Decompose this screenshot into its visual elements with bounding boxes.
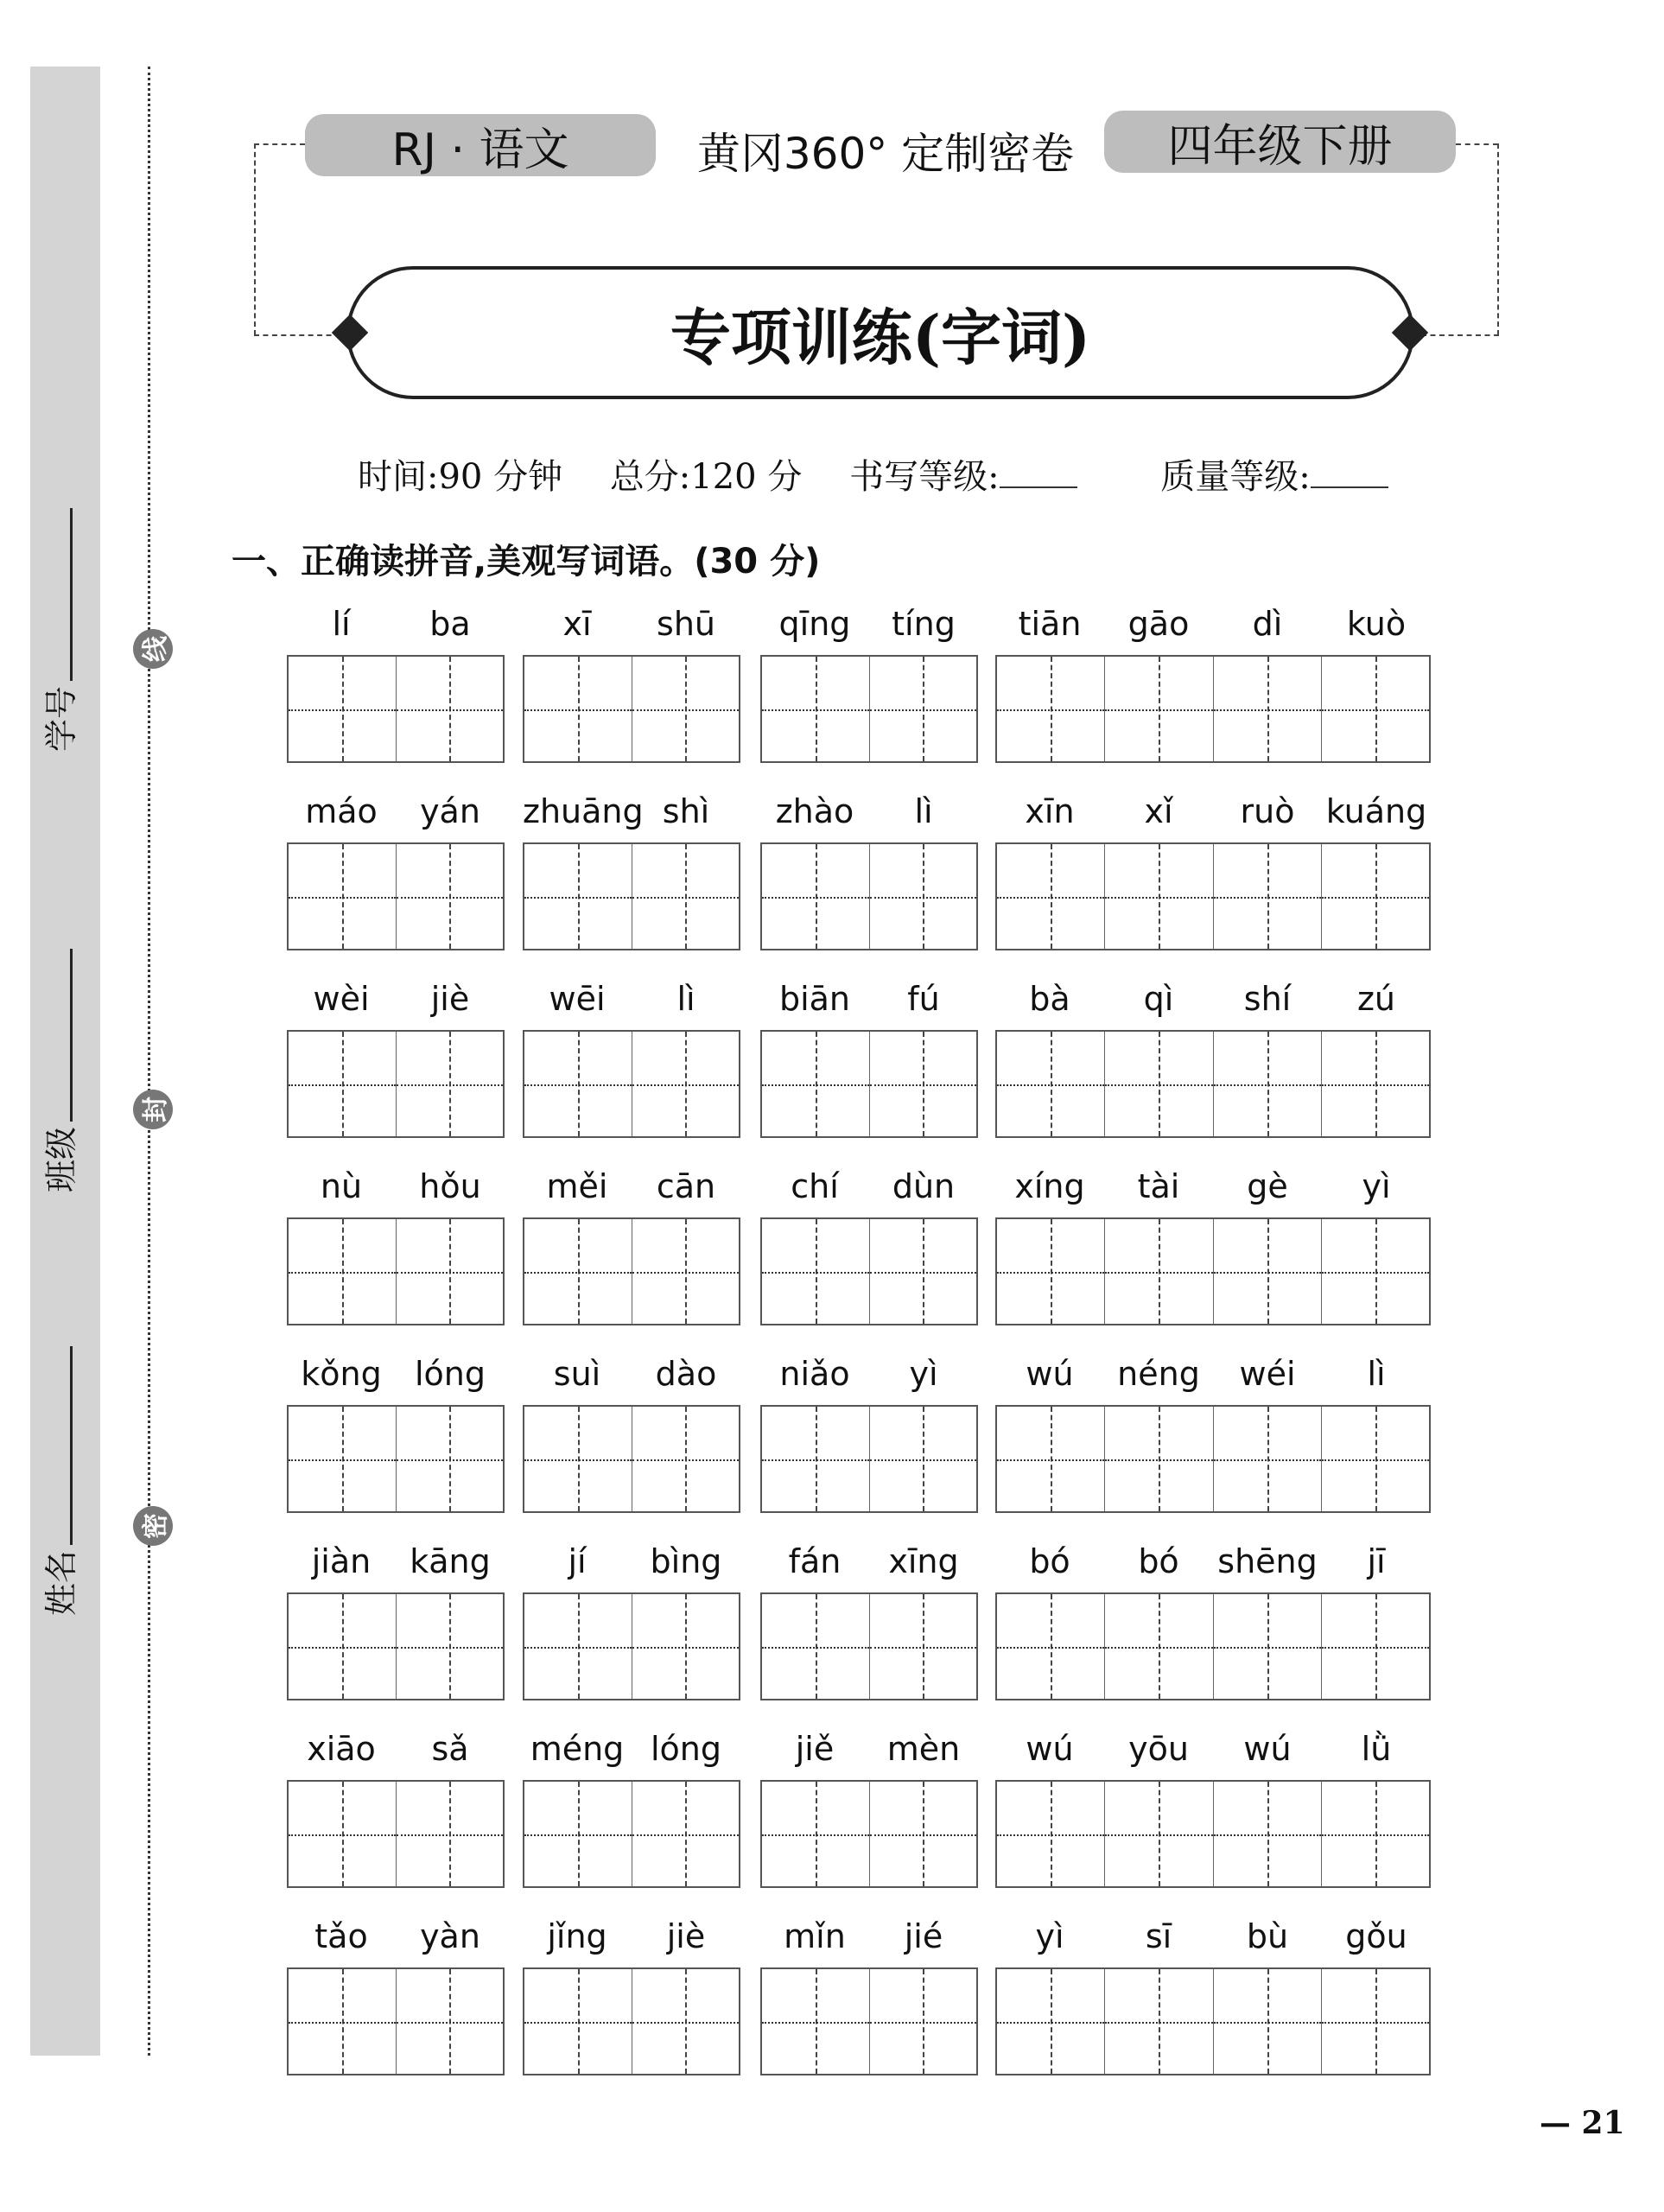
pinyin-label: xīng	[888, 1542, 959, 1580]
student-id-line[interactable]	[44, 508, 73, 681]
character-cell[interactable]	[997, 1219, 1105, 1324]
bracket-line	[1456, 143, 1498, 145]
pinyin-label: lì	[914, 792, 933, 830]
character-cell[interactable]	[1322, 1594, 1429, 1699]
pinyin-label: jí	[568, 1542, 587, 1580]
pinyin-label: gāo	[1127, 605, 1190, 643]
character-cell[interactable]	[397, 1782, 504, 1886]
section-heading: 一、正确读拼音,美观写词语。(30 分)	[232, 542, 821, 582]
name-label: 姓名	[42, 1549, 80, 1616]
page-title: 专项训练(字词)	[346, 266, 1414, 399]
character-cell[interactable]	[397, 1407, 504, 1511]
word-box	[995, 1592, 1431, 1700]
character-cell[interactable]	[870, 1032, 977, 1136]
student-id-field[interactable]	[35, 508, 82, 752]
writing-grade	[849, 457, 1113, 497]
character-cell[interactable]	[632, 1594, 740, 1699]
character-cell[interactable]	[870, 1407, 977, 1511]
pinyin-label: xiāo	[307, 1730, 376, 1768]
pinyin-label: jiè	[666, 1917, 706, 1955]
word-box	[523, 1592, 740, 1700]
character-cell[interactable]	[1322, 1032, 1429, 1136]
character-cell[interactable]	[289, 657, 397, 761]
word-box	[523, 1217, 740, 1325]
character-cell[interactable]	[762, 1594, 870, 1699]
pinyin-label: gè	[1247, 1167, 1288, 1205]
character-cell[interactable]	[762, 844, 870, 949]
pinyin-label: měi	[546, 1167, 608, 1205]
pinyin-label: suì	[553, 1355, 601, 1393]
pinyin-label: jī	[1367, 1542, 1386, 1580]
pinyin-label: dì	[1252, 605, 1283, 643]
word-box	[523, 1405, 740, 1513]
word-box	[995, 1967, 1431, 2075]
word-box	[287, 1592, 505, 1700]
character-cell[interactable]	[997, 657, 1105, 761]
pinyin-label: wèi	[313, 980, 370, 1018]
character-cell[interactable]	[1214, 1969, 1322, 2074]
pinyin-label: shēng	[1217, 1542, 1318, 1580]
character-cell[interactable]	[870, 1782, 977, 1886]
pinyin-label: chí	[791, 1167, 839, 1205]
character-cell[interactable]	[289, 1032, 397, 1136]
character-cell[interactable]	[397, 1969, 504, 2074]
brand-title: 黄冈360° 定制密卷	[696, 129, 1075, 179]
pinyin-label: tài	[1137, 1167, 1180, 1205]
pinyin-label: lǜ	[1361, 1730, 1392, 1768]
character-cell[interactable]	[997, 1969, 1105, 2074]
character-cell[interactable]	[1322, 657, 1429, 761]
word-box	[760, 1405, 978, 1513]
pinyin-label: fán	[788, 1542, 842, 1580]
pinyin-label: mǐn	[784, 1917, 846, 1955]
pinyin-label: gǒu	[1345, 1917, 1407, 1955]
pinyin-label: lóng	[650, 1730, 721, 1768]
pinyin-label: lì	[1367, 1355, 1386, 1393]
subject-badge: RJ · 语文	[305, 114, 656, 176]
pinyin-label: máo	[305, 792, 378, 830]
pinyin-label: xīn	[1025, 792, 1075, 830]
bracket-line	[254, 143, 256, 335]
pinyin-label: shí	[1243, 980, 1292, 1018]
score-info: 总分:120 分	[609, 457, 803, 497]
word-box	[760, 655, 978, 763]
pinyin-label: kuáng	[1325, 792, 1427, 830]
pinyin-label: ba	[429, 605, 471, 643]
character-cell[interactable]	[397, 657, 504, 761]
word-box	[287, 1030, 505, 1138]
character-cell[interactable]	[524, 1969, 632, 2074]
character-cell[interactable]	[1105, 1219, 1213, 1324]
quality-grade-label: 质量等级:	[1160, 457, 1311, 497]
pinyin-label: sī	[1145, 1917, 1172, 1955]
pinyin-label: yán	[420, 792, 480, 830]
pinyin-label: kuò	[1346, 605, 1407, 643]
character-cell[interactable]	[1105, 1969, 1213, 2074]
character-cell[interactable]	[632, 1219, 740, 1324]
word-box	[523, 1967, 740, 2075]
pinyin-label: niǎo	[779, 1355, 850, 1393]
character-cell[interactable]	[1105, 1782, 1213, 1886]
character-cell[interactable]	[997, 1782, 1105, 1886]
pinyin-label: xǐ	[1144, 792, 1173, 830]
character-cell[interactable]	[524, 1782, 632, 1886]
name-line[interactable]	[44, 1346, 73, 1545]
character-cell[interactable]	[524, 657, 632, 761]
character-cell[interactable]	[1105, 1407, 1213, 1511]
character-cell[interactable]	[289, 844, 397, 949]
pinyin-label: bó	[1138, 1542, 1179, 1580]
character-cell[interactable]	[870, 1969, 977, 2074]
character-cell[interactable]	[632, 1782, 740, 1886]
character-cell[interactable]	[524, 1219, 632, 1324]
grade-badge: 四年级下册	[1104, 111, 1456, 173]
word-box	[287, 655, 505, 763]
character-cell[interactable]	[632, 1032, 740, 1136]
pinyin-label: wēi	[549, 980, 606, 1018]
word-box	[287, 842, 505, 950]
writing-grade-blank[interactable]	[1000, 486, 1077, 488]
pinyin-label: mèn	[886, 1730, 961, 1768]
character-cell[interactable]	[1322, 1969, 1429, 2074]
word-box	[760, 1967, 978, 2075]
character-cell[interactable]	[289, 1594, 397, 1699]
pinyin-label: jǐng	[547, 1917, 607, 1955]
word-box	[995, 1030, 1431, 1138]
pinyin-label: bó	[1029, 1542, 1070, 1580]
pinyin-label: zhào	[775, 792, 854, 830]
character-cell[interactable]	[997, 844, 1105, 949]
character-cell[interactable]	[1214, 657, 1322, 761]
pinyin-label: xī	[562, 605, 592, 643]
character-cell[interactable]	[632, 844, 740, 949]
character-cell[interactable]	[632, 1969, 740, 2074]
seal-xian: 线	[133, 629, 173, 669]
pinyin-label: zhuāng	[523, 792, 644, 830]
pinyin-label: jiàn	[311, 1542, 372, 1580]
word-box	[760, 1217, 978, 1325]
bracket-line	[254, 334, 340, 336]
word-box	[287, 1405, 505, 1513]
pinyin-label: sǎ	[431, 1730, 469, 1768]
character-cell[interactable]	[524, 1594, 632, 1699]
word-box	[995, 842, 1431, 950]
word-box	[995, 1217, 1431, 1325]
character-cell[interactable]	[397, 1032, 504, 1136]
pinyin-label: tiān	[1018, 605, 1082, 643]
character-cell[interactable]	[1322, 1782, 1429, 1886]
word-box	[760, 1030, 978, 1138]
pinyin-label: hǒu	[419, 1167, 481, 1205]
page-number: — 21	[1540, 2105, 1625, 2141]
character-cell[interactable]	[524, 1407, 632, 1511]
pinyin-label: kāng	[410, 1542, 491, 1580]
character-cell[interactable]	[1214, 1594, 1322, 1699]
character-cell[interactable]	[1105, 657, 1213, 761]
pinyin-label: tíng	[892, 605, 956, 643]
pinyin-label: xíng	[1014, 1167, 1085, 1205]
character-cell[interactable]	[397, 844, 504, 949]
pinyin-label: qì	[1143, 980, 1174, 1018]
word-box	[760, 842, 978, 950]
word-box	[995, 1780, 1431, 1888]
pinyin-label: jié	[904, 1917, 943, 1955]
character-cell[interactable]	[632, 1407, 740, 1511]
pinyin-label: méng	[530, 1730, 625, 1768]
word-box	[523, 655, 740, 763]
pinyin-label: wéi	[1239, 1355, 1296, 1393]
character-cell[interactable]	[1322, 1219, 1429, 1324]
character-cell[interactable]	[997, 1032, 1105, 1136]
exam-info	[358, 449, 1461, 499]
word-box	[287, 1967, 505, 2075]
pinyin-label: yōu	[1128, 1730, 1189, 1768]
pinyin-label: yì	[1362, 1167, 1391, 1205]
pinyin-label: tǎo	[314, 1917, 368, 1955]
character-cell[interactable]	[762, 1969, 870, 2074]
pinyin-label: wú	[1026, 1355, 1074, 1393]
word-box	[760, 1592, 978, 1700]
pinyin-label: yì	[909, 1355, 938, 1393]
pinyin-label: lóng	[414, 1355, 486, 1393]
student-id-label: 学号	[42, 685, 80, 752]
quality-grade-blank[interactable]	[1311, 486, 1388, 488]
seal-feng: 封	[133, 1090, 173, 1129]
word-box	[523, 1780, 740, 1888]
pinyin-label: jiě	[795, 1730, 835, 1768]
character-cell[interactable]	[1214, 1032, 1322, 1136]
quality-grade	[1160, 457, 1424, 497]
character-cell[interactable]	[870, 1594, 977, 1699]
bracket-line	[1421, 334, 1499, 336]
character-cell[interactable]	[289, 1969, 397, 2074]
pinyin-label: bù	[1246, 1917, 1289, 1955]
pinyin-label: wú	[1243, 1730, 1292, 1768]
character-cell[interactable]	[1214, 844, 1322, 949]
pinyin-label: nù	[320, 1167, 363, 1205]
character-cell[interactable]	[762, 657, 870, 761]
character-cell[interactable]	[870, 657, 977, 761]
character-cell[interactable]	[870, 844, 977, 949]
character-cell[interactable]	[1105, 1594, 1213, 1699]
pinyin-label: bìng	[650, 1542, 722, 1580]
character-cell[interactable]	[289, 1782, 397, 1886]
pinyin-label: fú	[907, 980, 940, 1018]
pinyin-label: dào	[655, 1355, 717, 1393]
class-line[interactable]	[44, 949, 73, 1122]
word-box	[995, 655, 1431, 763]
character-cell[interactable]	[870, 1219, 977, 1324]
character-cell[interactable]	[1105, 1032, 1213, 1136]
character-cell[interactable]	[1322, 844, 1429, 949]
writing-grade-label: 书写等级:	[849, 457, 1000, 497]
character-cell[interactable]	[1214, 1782, 1322, 1886]
pinyin-label: néng	[1117, 1355, 1200, 1393]
word-box	[287, 1217, 505, 1325]
word-box	[523, 842, 740, 950]
character-cell[interactable]	[1105, 844, 1213, 949]
cut-line	[148, 67, 150, 2056]
pinyin-label: jiè	[430, 980, 470, 1018]
pinyin-label: lì	[676, 980, 695, 1018]
character-cell[interactable]	[524, 844, 632, 949]
pinyin-label: yì	[1035, 1917, 1064, 1955]
pinyin-label: wú	[1026, 1730, 1074, 1768]
character-cell[interactable]	[997, 1594, 1105, 1699]
pinyin-label: bà	[1029, 980, 1070, 1018]
pinyin-label: kǒng	[301, 1355, 382, 1393]
pinyin-label: yàn	[420, 1917, 480, 1955]
character-cell[interactable]	[762, 1219, 870, 1324]
character-cell[interactable]	[762, 1032, 870, 1136]
character-cell[interactable]	[1214, 1219, 1322, 1324]
character-cell[interactable]	[397, 1594, 504, 1699]
pinyin-label: lí	[332, 605, 351, 643]
word-box	[995, 1405, 1431, 1513]
word-box	[287, 1780, 505, 1888]
class-field[interactable]	[35, 949, 82, 1192]
character-cell[interactable]	[1322, 1407, 1429, 1511]
pinyin-label: biān	[778, 980, 851, 1018]
character-cell[interactable]	[1214, 1407, 1322, 1511]
pinyin-label: shì	[662, 792, 710, 830]
pinyin-label: qīng	[778, 605, 851, 643]
character-cell[interactable]	[632, 657, 740, 761]
character-cell[interactable]	[289, 1407, 397, 1511]
word-box	[523, 1030, 740, 1138]
name-field[interactable]	[35, 1346, 82, 1616]
pinyin-label: dùn	[892, 1167, 956, 1205]
pinyin-label: ruò	[1240, 792, 1295, 830]
pinyin-label: zú	[1356, 980, 1396, 1018]
pinyin-label: shū	[657, 605, 715, 643]
seal-mi: 密	[133, 1506, 173, 1546]
word-box	[760, 1780, 978, 1888]
character-cell[interactable]	[524, 1032, 632, 1136]
character-cell[interactable]	[997, 1407, 1105, 1511]
character-cell[interactable]	[397, 1219, 504, 1324]
pinyin-label: cān	[656, 1167, 716, 1205]
character-cell[interactable]	[762, 1407, 870, 1511]
time-info: 时间:90 分钟	[358, 457, 563, 497]
class-label: 班级	[42, 1126, 80, 1192]
bracket-line	[254, 143, 305, 145]
character-cell[interactable]	[289, 1219, 397, 1324]
bracket-line	[1497, 143, 1499, 335]
character-cell[interactable]	[762, 1782, 870, 1886]
